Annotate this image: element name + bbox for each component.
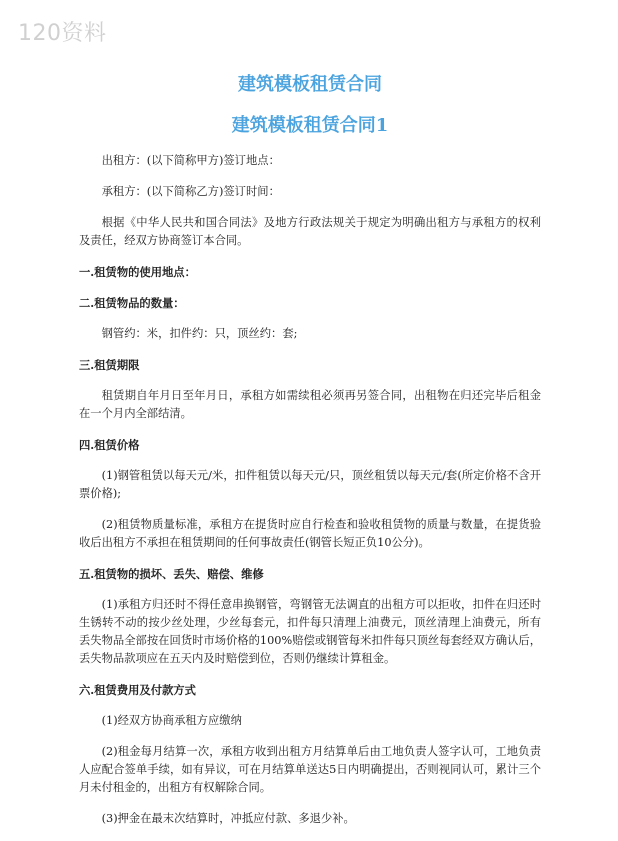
section-3-text: 租赁期自年月日至年月日，承租方如需续租必须再另签合同，出租物在归还完毕后租金在一个月内全部结清。 bbox=[79, 389, 541, 420]
section-6-paragraph-1: (1)经双方协商承租方应缴纳 bbox=[101, 714, 242, 727]
section-2-heading: 二.租赁物品的数量： bbox=[79, 296, 185, 310]
section-3-heading: 三.租赁期限 bbox=[79, 358, 140, 372]
section-4-paragraph-1: (1)钢管租赁以每天元/米，扣件租赁以每天元/只，顶丝租赁以每天元/套(所定价格不含开票价格); bbox=[79, 469, 541, 500]
section-2-text: 钢管约：米，扣件约：只，顶丝约：套; bbox=[101, 327, 298, 340]
lessee-line: 承租方：(以下简称乙方)签订时间： bbox=[101, 185, 280, 198]
section-4-heading: 四.租赁价格 bbox=[79, 438, 140, 452]
section-4-paragraph-2: (2)租赁物质量标准，承租方在提货时应自行检查和验收租赁物的质量与数量，在提货验收后出租方不承担在租赁期间的任何事故责任(钢管长短正负10公分)。 bbox=[79, 518, 541, 549]
section-5-paragraph-1: (1)承租方归还时不得任意串换钢管，弯钢管无法调直的出租方可以拒收，扣件在归还时生锈转不动的按少丝处理，少丝每套元，扣件每只清理上油费元，顶丝清理上油费元，所有丢失物品全部按在回货时市场价格的100%赔偿或钢管每米扣件每只顶丝每套经双方确认后，丢失物品款项应在五天内及时赔偿到位，否则仍继续计算租金。 bbox=[79, 598, 541, 665]
watermark-logo: 120资料 bbox=[18, 21, 107, 46]
section-1-heading: 一.租赁物的使用地点： bbox=[79, 265, 196, 279]
section-6-paragraph-2: (2)租金每月结算一次，承租方收到出租方月结算单后由工地负责人签字认可，工地负责人应配合签单手续，如有异议，可在月结算单送达5日内明确提出，否则视同认可，累计三个月未付租金的，出租方有权解除合同。 bbox=[79, 745, 541, 794]
document-subtitle: 建筑模板租赁合同1 bbox=[231, 115, 389, 136]
lessor-line: 出租方：(以下简称甲方)签订地点： bbox=[101, 154, 280, 167]
document-title: 建筑模板租赁合同 bbox=[238, 74, 382, 95]
section-6-paragraph-3: (3)押金在最末次结算时，冲抵应付款、多退少补。 bbox=[101, 812, 355, 825]
preamble-paragraph: 根据《中华人民共和国合同法》及地方行政法规关于规定为明确出租方与承租方的权利及责任，经双方协商签订本合同。 bbox=[79, 216, 541, 247]
section-5-heading: 五.租赁物的损坏、丢失、赔偿、维修 bbox=[79, 567, 264, 581]
section-6-heading: 六.租赁费用及付款方式 bbox=[79, 683, 196, 697]
document-page bbox=[79, 74, 541, 841]
